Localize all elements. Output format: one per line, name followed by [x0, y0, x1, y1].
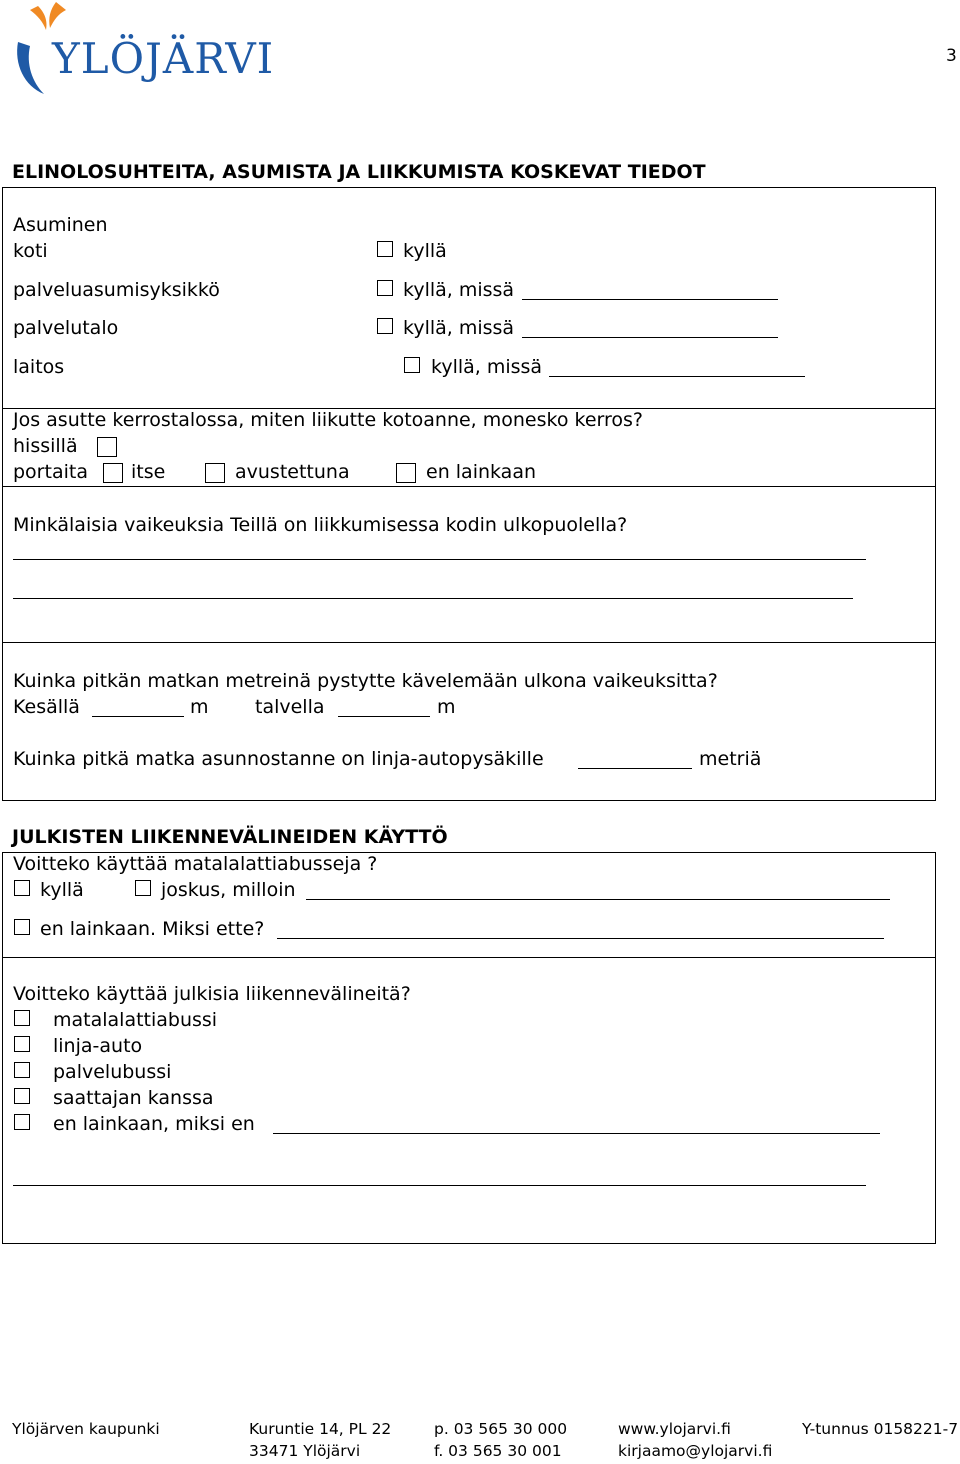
- housing-heading: Asuminen: [13, 214, 108, 236]
- bus-stop-question: Kuinka pitkä matka asunnostanne on linja-autopysäkille: [13, 748, 544, 770]
- page-number: 3: [946, 46, 957, 66]
- footer-phone: p. 03 565 30 000: [434, 1420, 568, 1438]
- difficulties-answer-line-2[interactable]: [13, 598, 853, 599]
- divider: [2, 486, 936, 487]
- option-home-yes: kyllä: [403, 240, 447, 262]
- option-service-house-yes: kyllä, missä: [403, 317, 515, 339]
- self-label: itse: [131, 461, 166, 483]
- checkbox-home-yes[interactable]: [377, 241, 393, 257]
- housing-label-service-unit: palveluasumisyksikkö: [13, 279, 220, 301]
- institution-where-field[interactable]: [549, 376, 805, 377]
- public-transport-question: Voitteko käyttää julkisia liikennevälineitä?: [13, 983, 411, 1005]
- difficulties-question: Minkälaisia vaikeuksia Teillä on liikkumisessa kodin ulkopuolella?: [13, 514, 628, 536]
- service-unit-where-field[interactable]: [522, 299, 778, 300]
- checkbox-bus[interactable]: [14, 1036, 30, 1052]
- lowfloor-question: Voitteko käyttää matalalattiabusseja ?: [13, 853, 378, 875]
- checkbox-stairs-assisted[interactable]: [205, 463, 225, 483]
- option-not-at-all: en lainkaan, miksi en: [53, 1113, 255, 1135]
- not-at-all-label: en lainkaan: [426, 461, 537, 483]
- checkbox-service-house-yes[interactable]: [377, 318, 393, 334]
- assisted-label: avustettuna: [235, 461, 350, 483]
- footer-website[interactable]: www.ylojarvi.fi: [618, 1420, 731, 1438]
- ylojarvi-logo: [10, 2, 275, 97]
- stairs-label: portaita: [13, 461, 88, 483]
- option-with-escort: saattajan kanssa: [53, 1087, 214, 1109]
- section-title-public-transport: JULKISTEN LIIKENNEVÄLINEIDEN KÄYTTÖ: [12, 826, 448, 848]
- lowfloor-when-field[interactable]: [306, 899, 890, 900]
- housing-label-service-house: palvelutalo: [13, 317, 119, 339]
- checkbox-institution-yes[interactable]: [404, 357, 420, 373]
- summer-label: Kesällä: [13, 696, 80, 718]
- why-not-field-line-2[interactable]: [13, 1185, 866, 1186]
- footer-email[interactable]: kirjaamo@ylojarvi.fi: [618, 1442, 773, 1460]
- footer-city: Ylöjärven kaupunki: [12, 1420, 160, 1438]
- winter-unit: m: [437, 696, 456, 718]
- housing-label-home: koti: [13, 240, 48, 262]
- checkbox-service-unit-yes[interactable]: [377, 280, 393, 296]
- checkbox-not-at-all[interactable]: [14, 1114, 30, 1130]
- difficulties-answer-line-1[interactable]: [13, 559, 866, 560]
- walking-question: Kuinka pitkän matkan metreinä pystytte kävelemään ulkona vaikeuksitta?: [13, 670, 718, 692]
- checkbox-lowfloor-sometimes[interactable]: [135, 880, 151, 896]
- checkbox-stairs-not-at-all[interactable]: [396, 463, 416, 483]
- floors-question: Jos asutte kerrostalossa, miten liikutte kotoanne, monesko kerros?: [13, 409, 644, 431]
- lowfloor-why-not-field[interactable]: [277, 938, 884, 939]
- checkbox-with-escort[interactable]: [14, 1088, 30, 1104]
- summer-unit: m: [190, 696, 209, 718]
- option-service-unit-yes: kyllä, missä: [403, 279, 515, 301]
- footer-postcode: 33471 Ylöjärvi: [249, 1442, 361, 1460]
- service-house-where-field[interactable]: [522, 337, 778, 338]
- housing-label-institution: laitos: [13, 356, 65, 378]
- checkbox-lowfloor-bus[interactable]: [14, 1010, 30, 1026]
- section-title: ELINOLOSUHTEITA, ASUMISTA JA LIIKKUMISTA KOSKEVAT TIEDOT: [12, 161, 706, 183]
- option-bus: linja-auto: [53, 1035, 143, 1057]
- bus-stop-distance-field[interactable]: [578, 768, 692, 769]
- winter-label: talvella: [255, 696, 325, 718]
- summer-meters-field[interactable]: [92, 716, 184, 717]
- footer-fax: f. 03 565 30 001: [434, 1442, 562, 1460]
- option-service-bus: palvelubussi: [53, 1061, 172, 1083]
- divider: [2, 642, 936, 643]
- footer-business-id: Y-tunnus 0158221-7: [802, 1420, 959, 1438]
- option-institution-yes: kyllä, missä: [431, 356, 543, 378]
- meters-label: metriä: [699, 748, 762, 770]
- winter-meters-field[interactable]: [338, 716, 430, 717]
- footer-address: Kuruntie 14, PL 22: [249, 1420, 392, 1438]
- logo-text: YLÖJÄRVI: [52, 34, 275, 83]
- why-not-field[interactable]: [273, 1133, 880, 1134]
- lowfloor-sometimes-label: joskus, milloin: [161, 879, 296, 901]
- lowfloor-yes-label: kyllä: [40, 879, 84, 901]
- checkbox-service-bus[interactable]: [14, 1062, 30, 1078]
- option-lowfloor-bus: matalalattiabussi: [53, 1009, 218, 1031]
- lowfloor-no-label: en lainkaan. Miksi ette?: [40, 918, 265, 940]
- divider: [2, 957, 936, 958]
- elevator-label: hissillä: [13, 435, 78, 457]
- checkbox-stairs-self[interactable]: [103, 463, 123, 483]
- checkbox-lowfloor-no[interactable]: [14, 919, 30, 935]
- checkbox-lowfloor-yes[interactable]: [14, 880, 30, 896]
- checkbox-elevator[interactable]: [97, 437, 117, 457]
